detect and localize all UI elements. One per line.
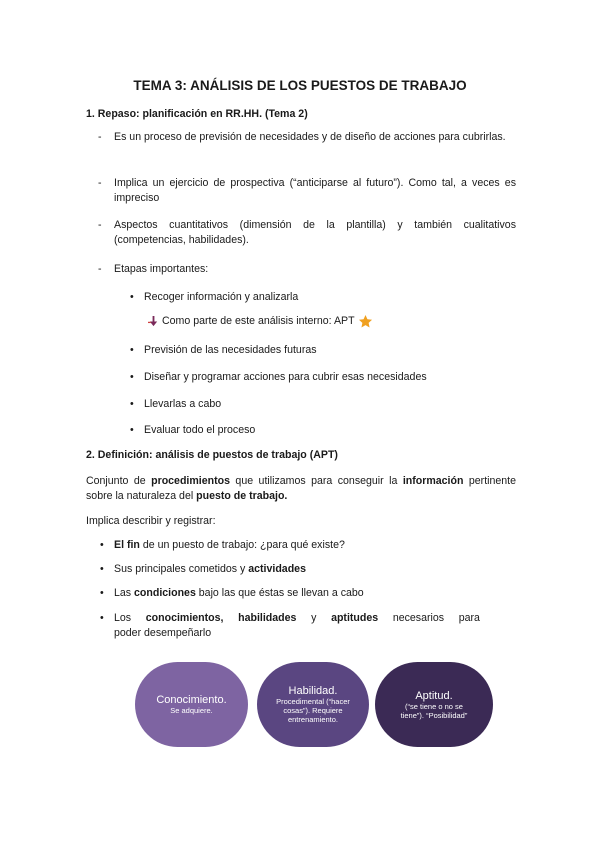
dash-icon: - [98,177,102,189]
stage-item-1: • Recoger información y analizarla [130,291,299,303]
requirement-item-1: • El fin de un puesto de trabajo: ¿para qué existe? [100,539,345,551]
star-icon [358,314,373,329]
stage-item-5: • Evaluar todo el proceso [130,424,256,436]
bullet-icon: • [130,398,134,410]
oval-aptitud: Aptitud. (“se tiene o no se tiene”). “Posibilidad” [375,662,493,747]
bullet-icon: • [130,371,134,383]
stage-item-4: • Llevarlas a cabo [130,398,222,410]
requirement-item-3: • Las condiciones bajo las que éstas se llevan a cabo [100,587,364,599]
section-1-heading: 1. Repaso: planificación en RR.HH. (Tema 2) [86,108,308,120]
dash-item-3: - Aspectos cuantitativos (dimensión de la plantilla) y también cualitativos (competencias, habilidades). [98,219,516,246]
requirement-item-2: • Sus principales cometidos y actividades [100,563,306,575]
dash-item-1: - Es un proceso de previsión de necesidades y de diseño de acciones para cubrirlas. [98,131,506,143]
section-2-heading: 2. Definición: análisis de puestos de trabajo (APT) [86,449,338,461]
oval-conocimiento: Conocimiento. Se adquiere. [135,662,248,747]
bullet-icon: • [100,587,104,599]
dash-icon: - [98,219,102,231]
oval-habilidad: Habilidad. Procedimental (“hacer cosas”). Requiere entrenamiento. [257,662,369,747]
dash-item-4: - Etapas importantes: [98,263,209,275]
definition-paragraph: Conjunto de procedimientos que utilizamos para conseguir la información pertinente sobre la naturaleza del puesto de trabajo. [86,475,517,502]
stage-item-2: • Previsión de las necesidades futuras [130,344,317,356]
bullet-icon: • [130,344,134,356]
stage-subitem: Como parte de este análisis interno: APT [148,314,373,329]
bullet-icon: • [130,291,134,303]
implica-paragraph: Implica describir y registrar: [86,515,216,527]
bullet-icon: • [130,424,134,436]
document-title: TEMA 3: ANÁLISIS DE LOS PUESTOS DE TRABAJO [133,78,467,93]
dash-icon: - [98,131,102,143]
arrow-icon [148,316,159,327]
bullet-icon: • [100,612,104,624]
dash-item-2: - Implica un ejercicio de prospectiva (“anticiparse al futuro”). Como tal, a veces es impreciso [98,177,516,204]
dash-icon: - [98,263,102,275]
requirement-item-4: • Los conocimientos, habilidades y aptitudes necesarios para poder desempeñarlo [100,612,480,639]
bullet-icon: • [100,563,104,575]
stage-item-3: • Diseñar y programar acciones para cubrir esas necesidades [130,371,427,383]
bullet-icon: • [100,539,104,551]
